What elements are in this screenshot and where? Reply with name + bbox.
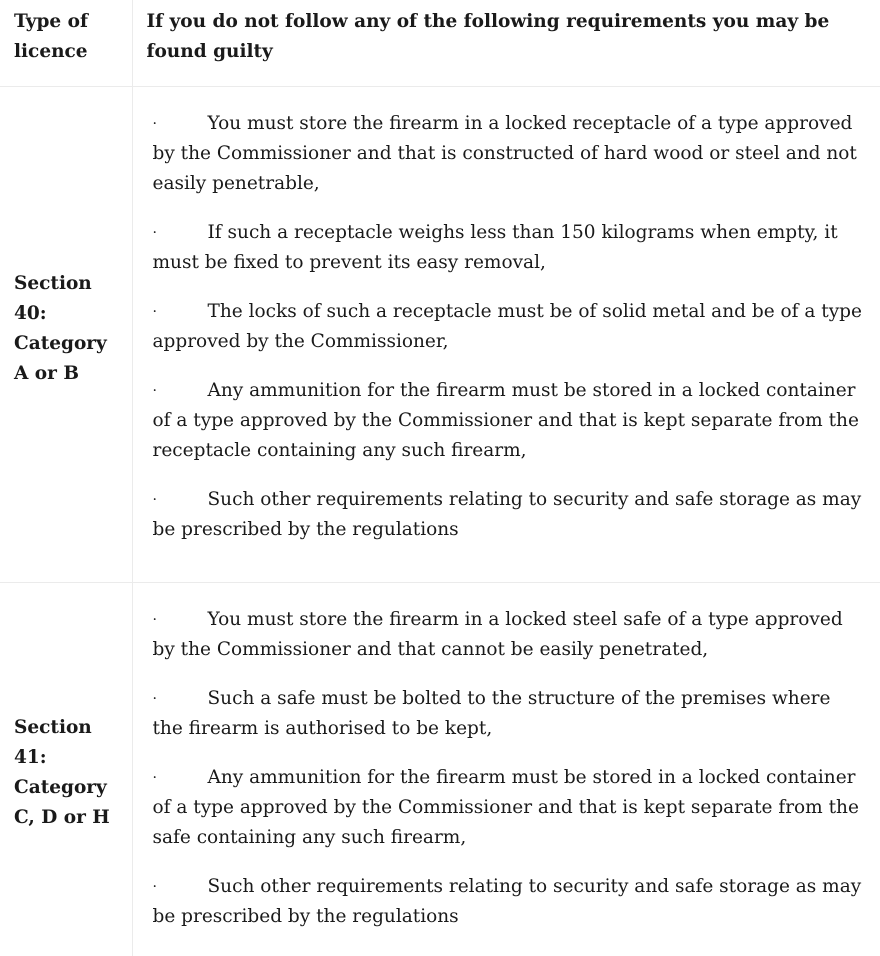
licence-type-line: Section [14, 269, 118, 299]
requirement-text: Such a safe must be bolted to the structure of the premises where the firearm is authorised to be kept, [153, 688, 831, 739]
bullet-icon: · [153, 684, 208, 714]
bullet-icon: · [153, 297, 208, 327]
table-body [0, 87, 880, 956]
requirement-item [153, 297, 863, 357]
table-row [0, 583, 880, 956]
licence-type-line: Section [14, 713, 118, 743]
requirement-item [153, 605, 863, 665]
bullet-icon: · [153, 872, 208, 902]
bullet-icon: · [153, 376, 208, 406]
bullet-icon: · [153, 218, 208, 248]
bullet-icon: · [153, 485, 208, 515]
requirement-text: Such other requirements relating to security and safe storage as may be prescribed by the regulations [153, 876, 862, 927]
header-requirements: If you do not follow any of the following requirements you may be found guilty [132, 0, 880, 87]
requirement-item [153, 763, 863, 853]
header-row [0, 0, 880, 87]
requirements-cell [132, 583, 880, 956]
requirement-text: You must store the firearm in a locked steel safe of a type approved by the Commissioner and that cannot be easily penetrated, [153, 609, 843, 660]
bullet-icon: · [153, 605, 208, 635]
requirement-text: Any ammunition for the firearm must be stored in a locked container of a type approved by the Commissioner and that is kept separate from the safe containing any such firearm, [153, 767, 859, 848]
bullet-icon: · [153, 109, 208, 139]
requirements-cell [132, 87, 880, 583]
requirement-item [153, 376, 863, 466]
licence-type-line: Category [14, 329, 118, 359]
bullet-icon: · [153, 763, 208, 793]
requirement-text: The locks of such a receptacle must be of solid metal and be of a type approved by the Commissioner, [153, 301, 862, 352]
licence-type-line: Category [14, 773, 118, 803]
requirement-item [153, 872, 863, 932]
requirement-text: Any ammunition for the firearm must be stored in a locked container of a type approved by the Commissioner and that is kept separate from the receptacle containing any such firearm, [153, 380, 859, 461]
requirement-item [153, 218, 863, 278]
requirement-text: Such other requirements relating to security and safe storage as may be prescribed by the regulations [153, 489, 862, 540]
table-row [0, 87, 880, 583]
requirement-item [153, 485, 863, 545]
requirement-item [153, 109, 863, 199]
licence-type-line: 40: [14, 299, 118, 329]
licence-type-line: C, D or H [14, 803, 118, 833]
requirement-text: You must store the firearm in a locked receptacle of a type approved by the Commissioner and that is constructed of hard wood or steel and not easily penetrable, [153, 113, 857, 194]
requirement-text: If such a receptacle weighs less than 150 kilograms when empty, it must be fixed to prevent its easy removal, [153, 222, 838, 273]
licence-type-line: A or B [14, 359, 118, 389]
licence-type-cell [0, 87, 132, 583]
table-header [0, 0, 880, 87]
header-licence-type: Type of licence [0, 0, 132, 87]
licence-type-cell [0, 583, 132, 956]
licence-type-line: 41: [14, 743, 118, 773]
requirement-item [153, 684, 863, 744]
